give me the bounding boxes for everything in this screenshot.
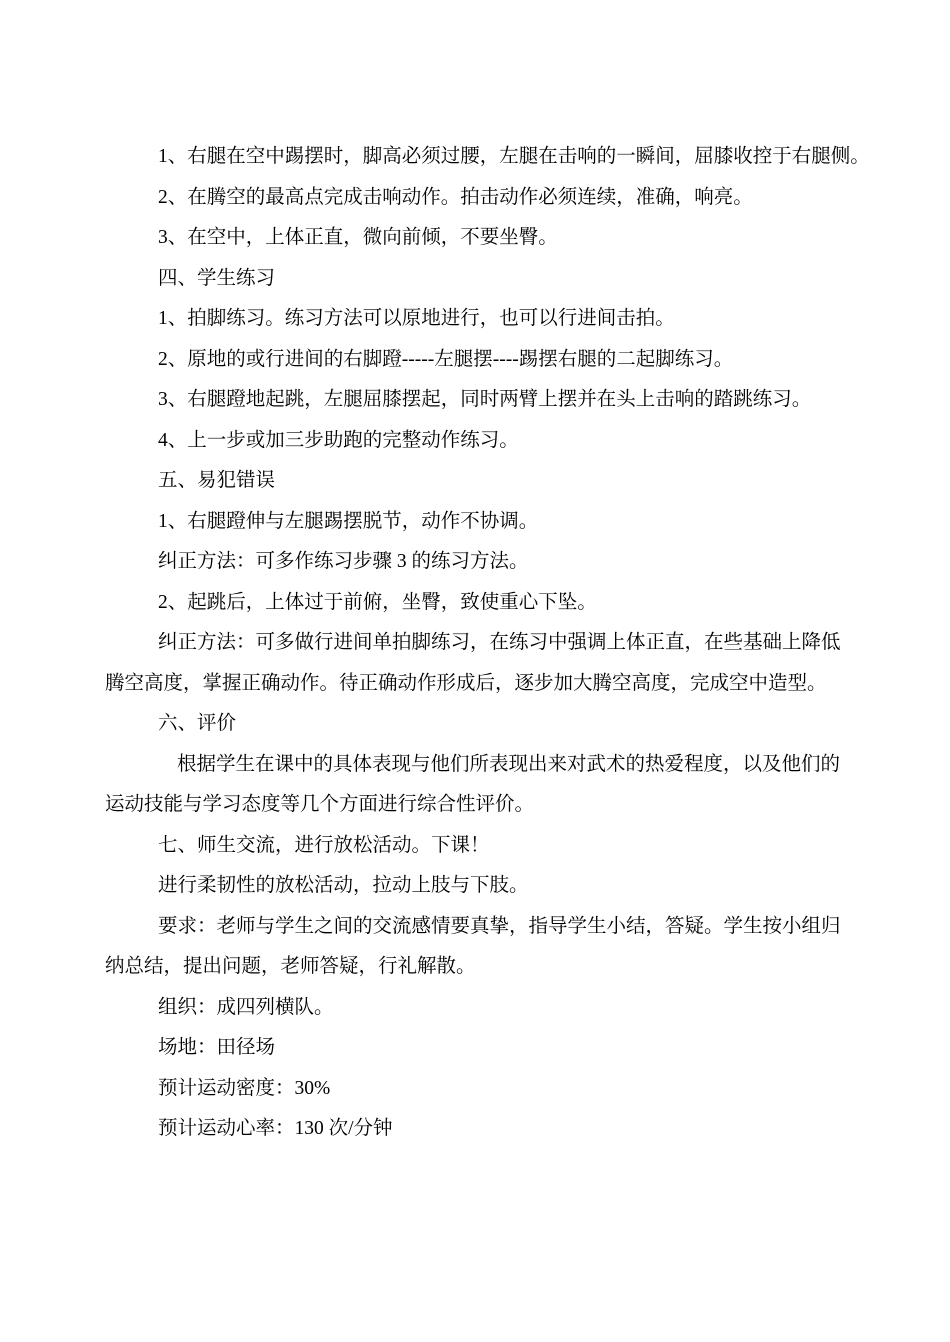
text-line: 2、原地的或行进间的右脚蹬-----左腿摆----踢摆右腿的二起脚练习。 <box>158 348 734 370</box>
text-line: 六、评价 <box>158 713 237 734</box>
text-line: 纠正方法：可多做行进间单拍脚练习，在练习中强调上体正直，在些基础上降低 <box>158 632 841 653</box>
text-line: 腾空高度，掌握正确动作。待正确动作形成后，逐步加大腾空高度，完成空中造型。 <box>105 672 827 694</box>
text-line: 4、上一步或加三步助跑的完整动作练习。 <box>158 429 519 451</box>
text-line: 预计运动心率：130 次/分钟 <box>158 1118 393 1139</box>
text-line: 1、拍脚练习。练习方法可以原地进行，也可以行进间击拍。 <box>158 308 675 329</box>
text-line: 2、起跳后，上体过于前俯，坐臀，致使重心下坠。 <box>158 591 597 613</box>
text-line: 要求：老师与学生之间的交流感情要真挚，指导学生小结，答疑。学生按小组归 <box>158 915 841 937</box>
text-line: 场地：田径场 <box>158 1037 276 1058</box>
text-line: 根据学生在课中的具体表现与他们所表现出来对武术的热爱程度，以及他们的 <box>177 753 841 775</box>
text-line: 预计运动密度：30% <box>158 1077 331 1099</box>
text-line: 七、师生交流，进行放松活动。下课！ <box>158 834 490 856</box>
text-line: 纳总结，提出问题，老师答疑，行礼解散。 <box>105 956 476 977</box>
text-line: 运动技能与学习态度等几个方面进行综合性评价。 <box>105 794 535 815</box>
document-body <box>105 137 870 1150</box>
text-line: 组织：成四列横队。 <box>158 996 334 1018</box>
text-line: 3、在空中，上体正直，微向前倾，不要坐臀。 <box>158 227 558 248</box>
text-line: 1、右腿蹬伸与左腿踢摆脱节，动作不协调。 <box>158 510 539 532</box>
text-line: 四、学生练习 <box>158 267 276 289</box>
text-line: 1、右腿在空中踢摆时，脚高必须过腰，左腿在击响的一瞬间，屈膝收控于右腿侧。 <box>158 146 870 167</box>
text-line: 五、易犯错误 <box>158 470 276 491</box>
text-line: 纠正方法：可多作练习步骤 3 的练习方法。 <box>158 551 529 572</box>
text-line: 2、在腾空的最高点完成击响动作。拍击动作必须连续，准确，响亮。 <box>158 186 753 208</box>
text-line: 进行柔韧性的放松活动，拉动上肢与下肢。 <box>158 875 529 896</box>
text-line: 3、右腿蹬地起跳，左腿屈膝摆起，同时两臂上摆并在头上击响的踏跳练习。 <box>158 389 812 410</box>
